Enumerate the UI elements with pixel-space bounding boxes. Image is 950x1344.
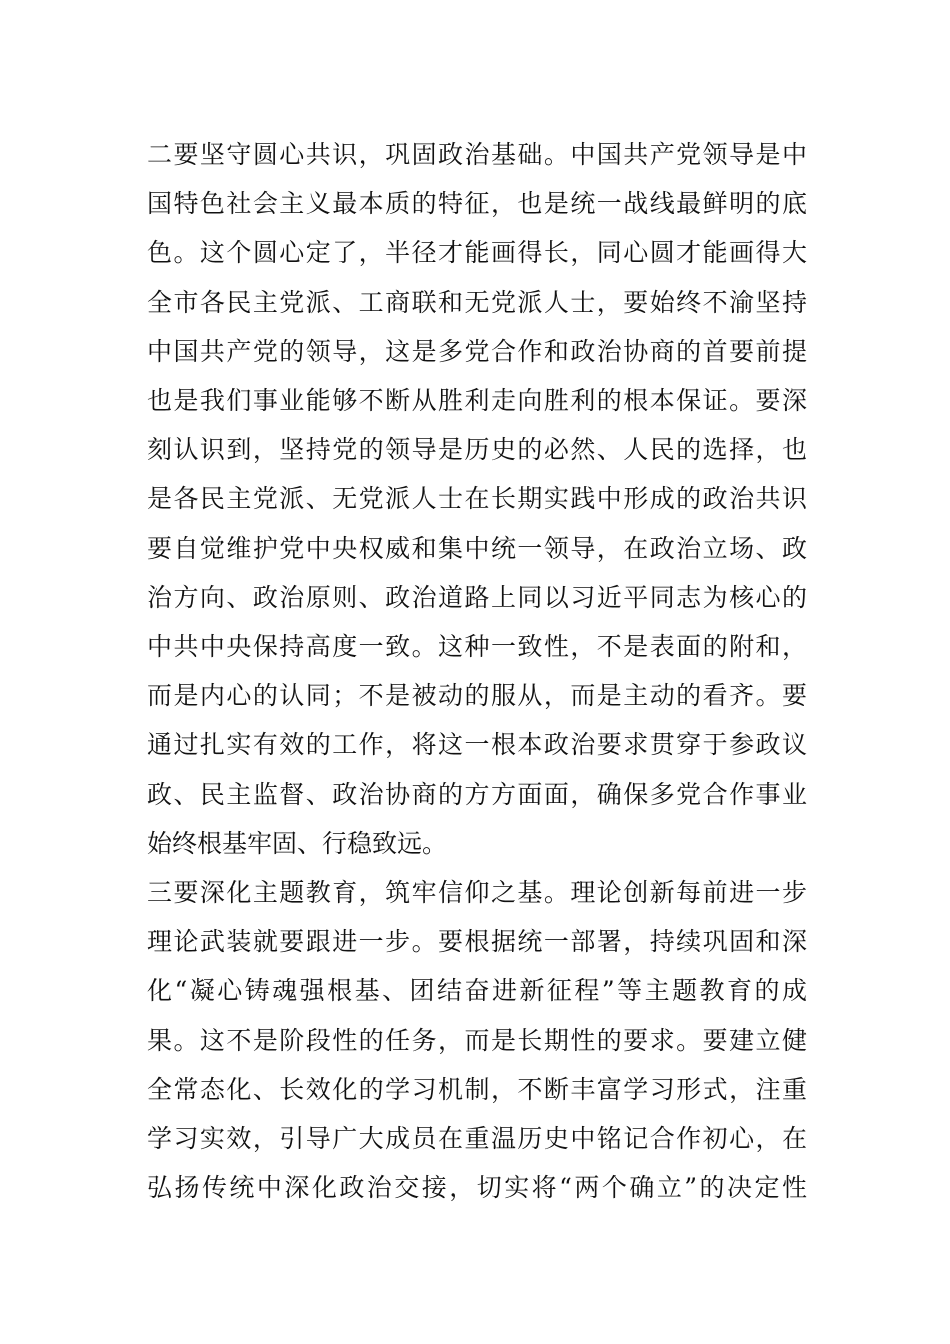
text-line: 化“凝心铸魂强根基、团结奋进新征程”等主题教育的成 <box>147 976 807 1006</box>
text-line: 全市各民主党派、工商联和无党派人士，要始终不渝坚持 <box>147 287 807 317</box>
text-line: 治方向、政治原则、政治道路上同以习近平同志为核心的 <box>147 582 807 612</box>
text-line: 而是内心的认同；不是被动的服从，而是主动的看齐。要 <box>147 681 807 711</box>
text-line: 二要坚守圆心共识，巩固政治基础。中国共产党领导是中 <box>147 140 807 169</box>
text-line: 要自觉维护党中央权威和集中统一领导，在政治立场、政 <box>147 533 807 563</box>
text-line: 始终根基牢固、行稳致远。 <box>147 828 448 858</box>
text-line: 学习实效，引导广大成员在重温历史中铭记合作初心，在 <box>147 1124 807 1153</box>
text-line: 政、民主监督、政治协商的方方面面，确保多党合作事业 <box>147 779 807 809</box>
text-line: 刻认识到，坚持党的领导是历史的必然、人民的选择，也 <box>147 435 807 465</box>
text-line: 三要深化主题教育，筑牢信仰之基。理论创新每前进一步 <box>147 878 807 907</box>
text-line: 也是我们事业能够不断从胜利走向胜利的根本保证。要深 <box>147 386 807 415</box>
text-line: 国特色社会主义最本质的特征，也是统一战线最鲜明的底 <box>147 189 807 219</box>
text-line: 是各民主党派、无党派人士在长期实践中形成的政治共识 <box>147 484 807 514</box>
text-line: 中国共产党的领导，这是多党合作和政治协商的首要前提 <box>147 336 807 366</box>
text-line: 中共中央保持高度一致。这种一致性，不是表面的附和， <box>147 632 807 661</box>
text-line: 色。这个圆心定了，半径才能画得长，同心圆才能画得大 <box>147 238 807 268</box>
text-line: 通过扎实有效的工作，将这一根本政治要求贯穿于参政议 <box>147 730 807 760</box>
text-line: 弘扬传统中深化政治交接，切实将“两个确立”的决定性 <box>147 1173 807 1203</box>
text-line: 果。这不是阶段性的任务，而是长期性的要求。要建立健 <box>147 1025 807 1055</box>
text-line: 理论武装就要跟进一步。要根据统一部署，持续巩固和深 <box>147 927 807 957</box>
text-line: 全常态化、长效化的学习机制，不断丰富学习形式，注重 <box>147 1074 807 1104</box>
